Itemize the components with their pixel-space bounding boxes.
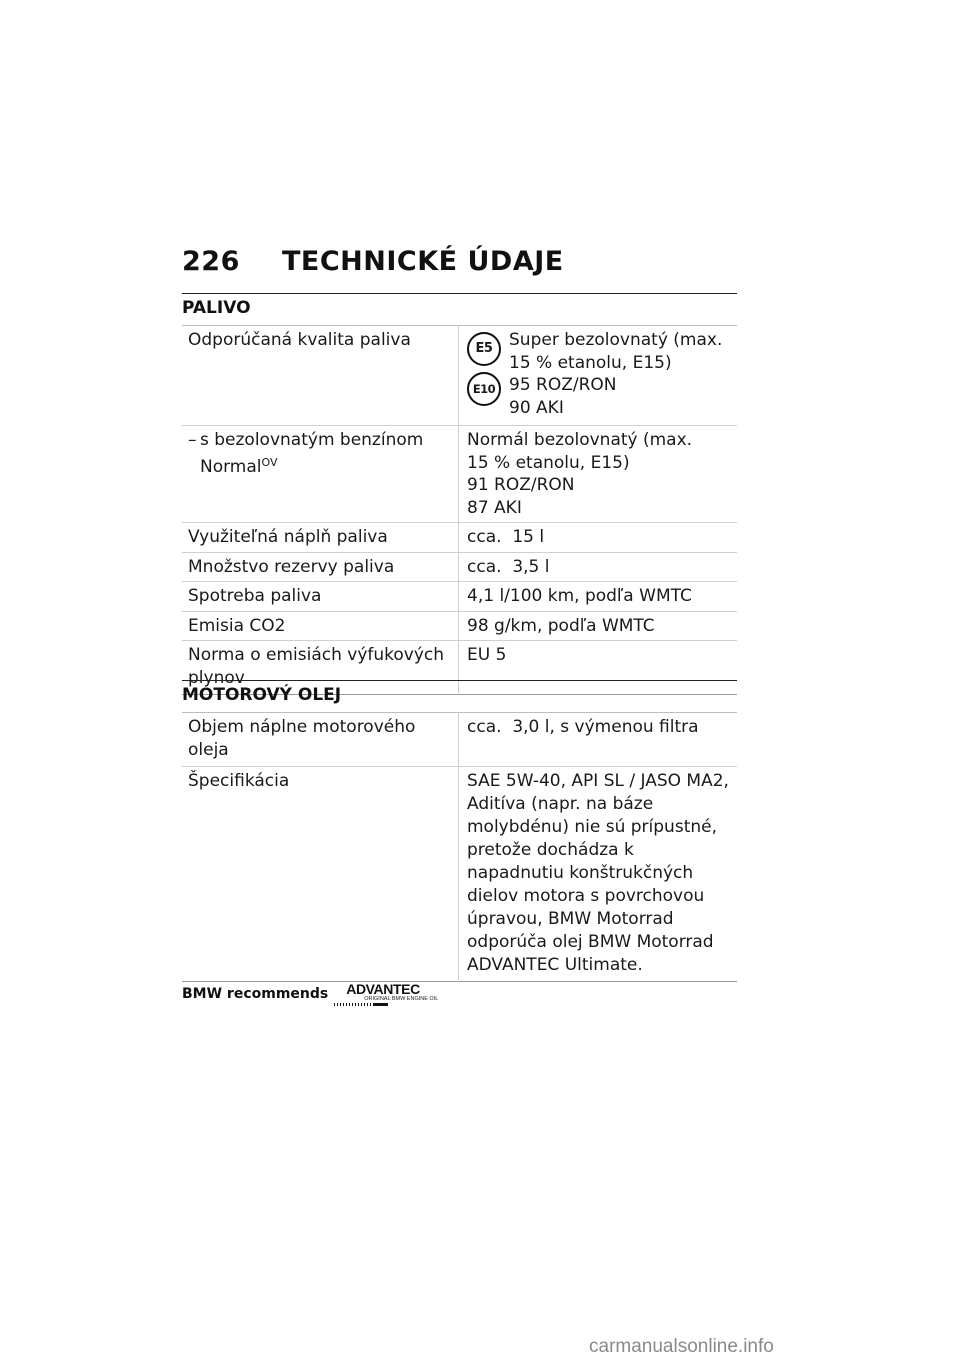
row-label <box>182 426 459 523</box>
row-value: cca. 15 l <box>459 523 738 553</box>
row-value: 98 g/km, podľa WMTC <box>459 611 738 641</box>
oil-spec-table <box>182 712 737 982</box>
value-line: 15 % etanolu, E15) <box>509 352 672 373</box>
table-row <box>182 326 737 426</box>
page-title: TECHNICKÉ ÚDAJE <box>282 246 564 277</box>
advantec-brand: ADVANTEC <box>346 981 420 997</box>
footnote-marker: OV <box>261 455 278 469</box>
oil-section-title: MOTOROVÝ OLEJ <box>182 680 737 712</box>
dash-marker: – <box>188 430 197 450</box>
bmw-recommends-logo <box>182 981 439 1010</box>
row-label: Odporúčaná kvalita paliva <box>182 326 459 426</box>
row-value: EU 5 <box>459 641 738 695</box>
value-line: 91 ROZ/RON <box>467 475 575 495</box>
watermark: carmanualsonline.info <box>589 1336 774 1357</box>
row-label: Spotreba paliva <box>182 582 459 612</box>
logo-stripe-solid <box>374 1003 388 1006</box>
row-label: Norma o emisiách výfukových plynov <box>182 641 459 695</box>
advantec-logo <box>334 981 439 1010</box>
row-value <box>459 326 738 426</box>
row-label: Objem náplne motorového oleja <box>182 713 459 767</box>
value-line: 95 ROZ/RON <box>509 375 617 395</box>
table-row <box>182 713 737 767</box>
page-number: 226 <box>182 246 240 277</box>
page-header <box>182 246 564 277</box>
row-label: Množstvo rezervy paliva <box>182 552 459 582</box>
fuel-section <box>182 293 737 695</box>
value-line: 87 AKI <box>467 497 522 518</box>
row-label-text: s bezolovnatým benzínom Normal <box>200 430 424 477</box>
advantec-subtitle: ORIGINAL BMW ENGINE OIL <box>364 996 439 1002</box>
table-row <box>182 426 737 523</box>
row-value: SAE 5W-40, API SL / JASO MA2, Aditíva (napr. na báze molybdénu) nie sú prípustné, pretože dochádza k napadnutiu konštrukčných dielov motora s povrchovou úpravou, BMW Motorrad odporúča olej BMW Motorrad ADVANTEC Ultimate. <box>459 767 738 982</box>
row-label: Využiteľná náplň paliva <box>182 523 459 553</box>
row-value: 4,1 l/100 km, podľa WMTC <box>459 582 738 612</box>
table-row <box>182 582 737 612</box>
value-line: 90 AKI <box>509 397 564 418</box>
e10-fuel-icon: E10 <box>467 372 501 406</box>
table-row <box>182 611 737 641</box>
row-value: cca. 3,0 l, s výmenou filtra <box>467 717 699 737</box>
row-label: Emisia CO2 <box>182 611 459 641</box>
e5-fuel-icon: E5 <box>467 332 501 366</box>
row-label: Špecifikácia <box>182 767 459 982</box>
fuel-section-title: PALIVO <box>182 293 737 325</box>
value-line: Normál bezolovnatý (max. <box>467 430 693 450</box>
table-row <box>182 767 737 982</box>
table-row <box>182 552 737 582</box>
oil-section <box>182 680 737 982</box>
row-value <box>459 426 738 523</box>
value-line: Super bezolovnatý (max. <box>509 330 723 350</box>
table-row <box>182 523 737 553</box>
fuel-spec-table <box>182 325 737 695</box>
row-value: cca. 3,5 l <box>459 552 738 582</box>
value-line: 15 % etanolu, E15) <box>467 452 630 473</box>
recommends-text: BMW recommends <box>182 986 329 1002</box>
